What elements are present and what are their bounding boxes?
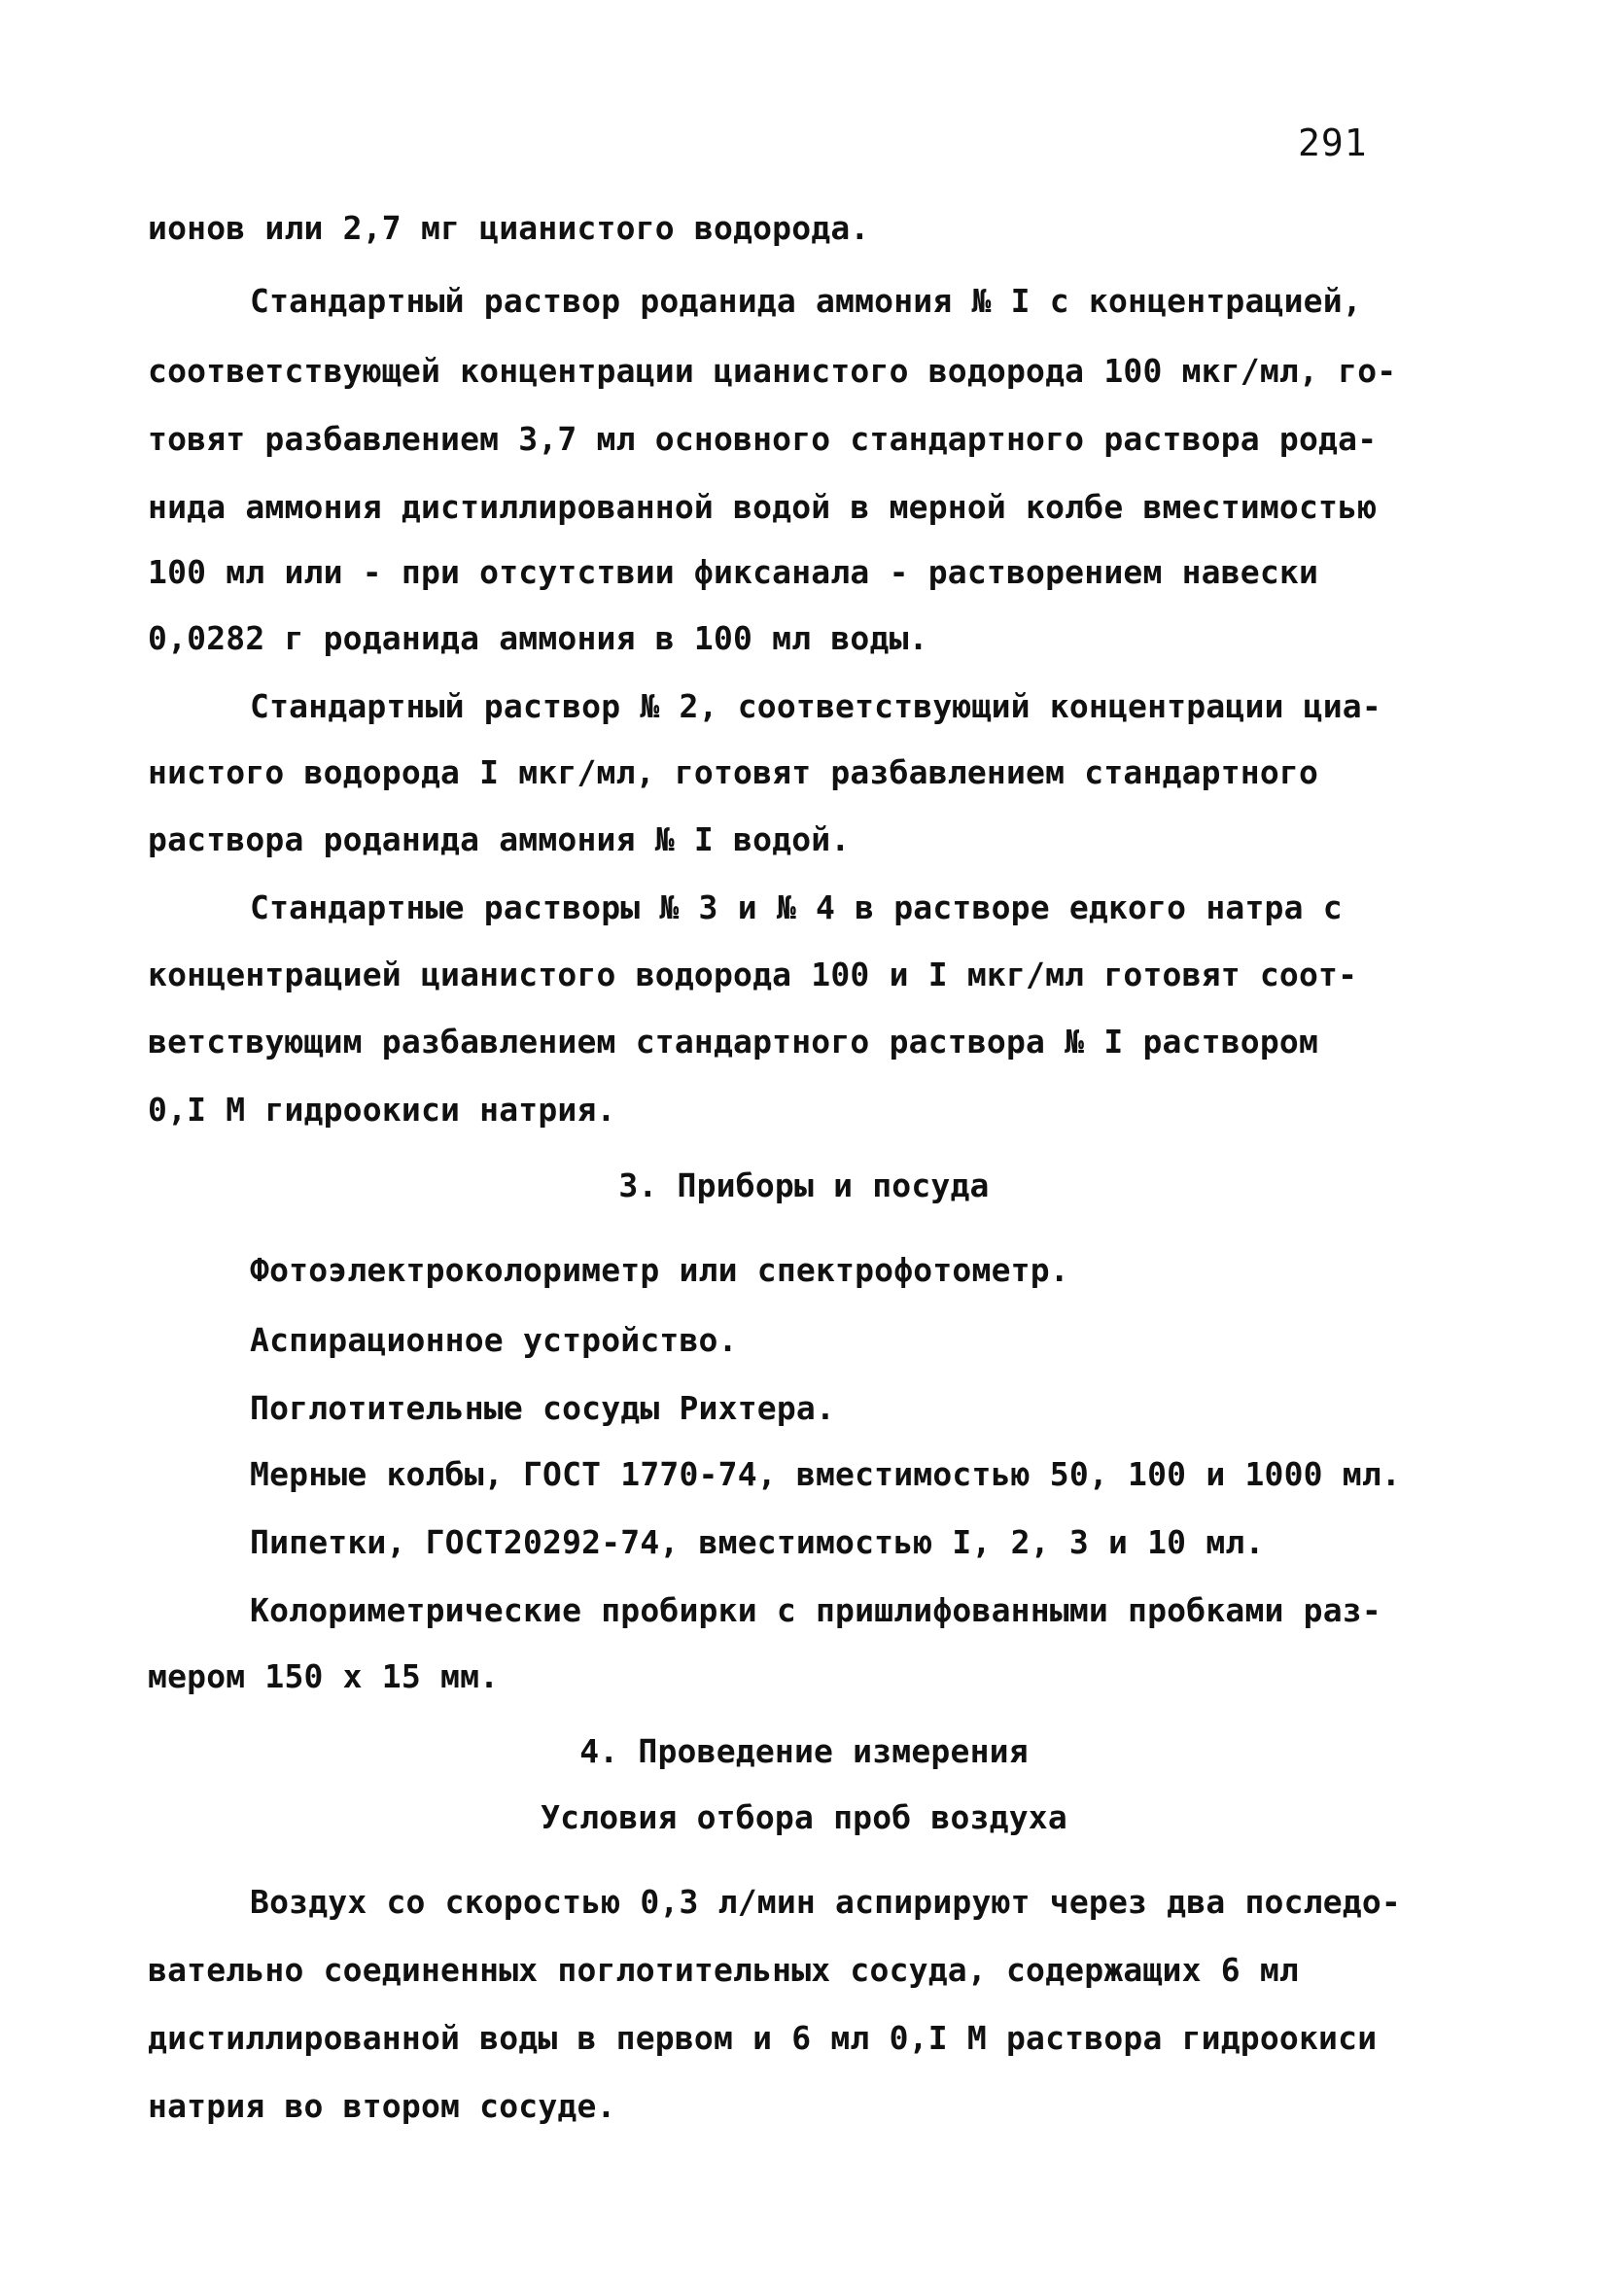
section-heading: 3. Приборы и посуда [618, 1166, 990, 1204]
text-line: Воздух со скоростью 0,3 л/мин аспирируют через два последо- [250, 1883, 1401, 1921]
text-line: Стандартный раствор роданида аммония № I с концентрацией, [250, 282, 1362, 320]
list-item: Фотоэлектроколориметр или спектрофотометр. [250, 1251, 1069, 1289]
text-line: Стандартный раствор № 2, соответствующий концентрации циа- [250, 687, 1381, 725]
text-line: нида аммония дистиллированной водой в мерной колбе вместимостью [148, 488, 1378, 526]
list-item: Аспирационное устройство. [250, 1321, 738, 1359]
text-line: 0,0282 г роданида аммония в 100 мл воды. [148, 619, 928, 657]
list-item: Мерные колбы, ГОСТ 1770-74, вместимостью 50, 100 и 1000 мл. [250, 1455, 1401, 1493]
text-line: Стандартные растворы № 3 и № 4 в растворе едкого натра с [250, 888, 1343, 926]
text-line: натрия во втором сосуде. [148, 2087, 616, 2125]
list-item: Пипетки, ГОСТ20292-74, вместимостью I, 2, 3 и 10 мл. [250, 1523, 1265, 1561]
text-line: дистиллированной воды в первом и 6 мл 0,I М раствора гидроокиси [148, 2019, 1378, 2057]
text-line: раствора роданида аммония № I водой. [148, 820, 851, 858]
list-item: Поглотительные сосуды Рихтера. [250, 1389, 836, 1427]
text-line: нистого водорода I мкг/мл, готовят разбавлением стандартного [148, 753, 1319, 791]
text-line: концентрацией цианистого водорода 100 и I мкг/мл готовят соот- [148, 956, 1358, 993]
section-heading: 4. Проведение измерения [579, 1732, 1029, 1770]
page-number: 291 [1298, 122, 1368, 164]
text-line: ионов или 2,7 мг цианистого водорода. [148, 209, 870, 247]
section-subheading: Условия отбора проб воздуха [541, 1798, 1067, 1836]
list-item: мером 150 х 15 мм. [148, 1657, 500, 1695]
text-line: 100 мл или - при отсутствии фиксанала - растворением навески [148, 553, 1319, 591]
text-line: ветствующим разбавлением стандартного раствора № I раствором [148, 1023, 1319, 1061]
text-line: вательно соединенных поглотительных сосуда, содержащих 6 мл [148, 1951, 1299, 1989]
text-line: товят разбавлением 3,7 мл основного стандартного раствора рода- [148, 420, 1378, 458]
text-line: соответствующей концентрации цианистого водорода 100 мкг/мл, го- [148, 352, 1397, 390]
list-item: Колориметрические пробирки с пришлифованными пробками раз- [250, 1591, 1381, 1629]
text-line: 0,I М гидроокиси натрия. [148, 1091, 616, 1129]
